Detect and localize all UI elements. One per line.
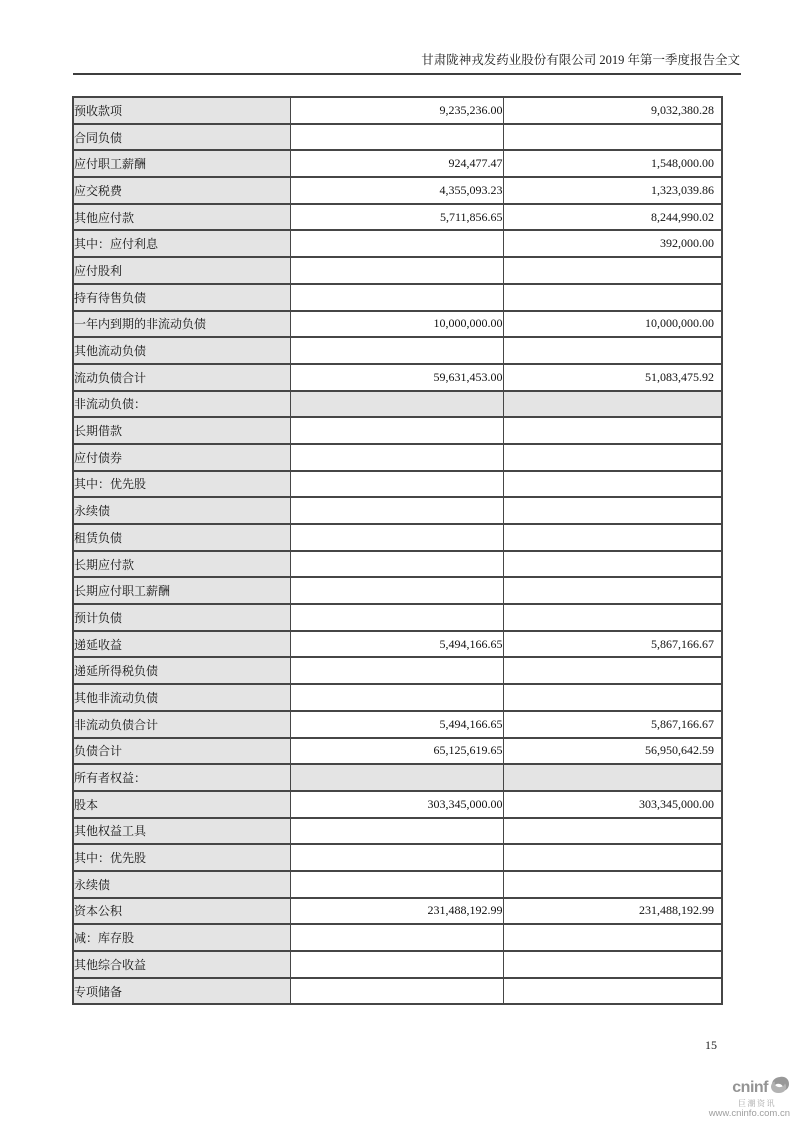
row-label: 流动负债合计	[73, 364, 290, 391]
table-row	[73, 738, 722, 765]
value-period-end	[290, 951, 503, 978]
cninfo-logo-top	[709, 1076, 790, 1099]
value-period-begin: 9,032,380.28	[503, 97, 722, 124]
value-period-begin	[503, 844, 722, 871]
value-period-end	[290, 471, 503, 498]
table-row	[73, 577, 722, 604]
value-period-begin: 56,950,642.59	[503, 738, 722, 765]
report-title: 甘肃陇神戎发药业股份有限公司 2019 年第一季度报告全文	[421, 53, 740, 67]
table-row	[73, 417, 722, 444]
value-period-begin	[503, 551, 722, 578]
balance-table-body	[73, 97, 722, 1004]
value-period-end: 4,355,093.23	[290, 177, 503, 204]
balance-sheet-table	[72, 96, 723, 1005]
cninfo-brand-text: cninf	[732, 1078, 768, 1096]
row-label: 其他非流动负债	[73, 684, 290, 711]
table-row	[73, 551, 722, 578]
value-period-end: 5,711,856.65	[290, 204, 503, 231]
row-label: 非流动负债合计	[73, 711, 290, 738]
table-row	[73, 524, 722, 551]
value-period-begin	[503, 257, 722, 284]
row-label: 其他流动负债	[73, 337, 290, 364]
value-period-begin: 51,083,475.92	[503, 364, 722, 391]
row-label: 专项储备	[73, 978, 290, 1005]
page-header	[73, 50, 741, 75]
value-period-end	[290, 337, 503, 364]
row-label: 其中：优先股	[73, 844, 290, 871]
table-row	[73, 150, 722, 177]
value-period-end: 5,494,166.65	[290, 711, 503, 738]
row-label: 其中：优先股	[73, 471, 290, 498]
row-label: 应付职工薪酬	[73, 150, 290, 177]
table-row	[73, 124, 722, 151]
row-label: 减：库存股	[73, 924, 290, 951]
table-row	[73, 497, 722, 524]
table-row	[73, 604, 722, 631]
value-period-begin: 5,867,166.67	[503, 631, 722, 658]
row-label: 所有者权益：	[73, 764, 290, 791]
value-period-end: 5,494,166.65	[290, 631, 503, 658]
row-label: 负债合计	[73, 738, 290, 765]
value-period-end	[290, 577, 503, 604]
value-period-end: 10,000,000.00	[290, 311, 503, 338]
row-label: 长期应付款	[73, 551, 290, 578]
table-row	[73, 951, 722, 978]
table-row	[73, 444, 722, 471]
value-period-begin	[503, 391, 722, 418]
row-label: 持有待售负债	[73, 284, 290, 311]
value-period-begin	[503, 577, 722, 604]
row-label: 永续债	[73, 497, 290, 524]
table-row	[73, 391, 722, 418]
value-period-begin: 392,000.00	[503, 230, 722, 257]
row-label: 预收款项	[73, 97, 290, 124]
table-row	[73, 684, 722, 711]
value-period-end: 924,477.47	[290, 150, 503, 177]
cninfo-url: www.cninfo.com.cn	[708, 1108, 790, 1120]
value-period-begin	[503, 284, 722, 311]
table-row	[73, 844, 722, 871]
table-row	[73, 97, 722, 124]
value-period-end: 303,345,000.00	[290, 791, 503, 818]
value-period-begin: 1,323,039.86	[503, 177, 722, 204]
row-label: 合同负债	[73, 124, 290, 151]
row-label: 应付股利	[73, 257, 290, 284]
table-row	[73, 284, 722, 311]
value-period-begin	[503, 497, 722, 524]
value-period-end	[290, 257, 503, 284]
row-label: 应付债券	[73, 444, 290, 471]
value-period-begin	[503, 818, 722, 845]
cninfo-swirl-icon	[770, 1076, 790, 1099]
value-period-begin	[503, 524, 722, 551]
table-row	[73, 257, 722, 284]
row-label: 永续债	[73, 871, 290, 898]
value-period-end	[290, 230, 503, 257]
value-period-end	[290, 764, 503, 791]
row-label: 资本公积	[73, 898, 290, 925]
value-period-begin	[503, 124, 722, 151]
value-period-end	[290, 417, 503, 444]
value-period-end: 9,235,236.00	[290, 97, 503, 124]
row-label: 租赁负债	[73, 524, 290, 551]
row-label: 长期应付职工薪酬	[73, 577, 290, 604]
value-period-begin	[503, 444, 722, 471]
row-label: 递延收益	[73, 631, 290, 658]
row-label: 其他权益工具	[73, 818, 290, 845]
value-period-begin	[503, 951, 722, 978]
table-row	[73, 657, 722, 684]
value-period-end	[290, 818, 503, 845]
value-period-begin: 5,867,166.67	[503, 711, 722, 738]
table-row	[73, 791, 722, 818]
value-period-end	[290, 684, 503, 711]
value-period-begin: 10,000,000.00	[503, 311, 722, 338]
cninfo-logo	[709, 1076, 790, 1120]
value-period-end	[290, 871, 503, 898]
row-label: 应交税费	[73, 177, 290, 204]
table-row	[73, 818, 722, 845]
value-period-end	[290, 551, 503, 578]
value-period-begin	[503, 337, 722, 364]
row-label: 递延所得税负债	[73, 657, 290, 684]
value-period-begin: 8,244,990.02	[503, 204, 722, 231]
value-period-end: 59,631,453.00	[290, 364, 503, 391]
table-row	[73, 177, 722, 204]
cninfo-chinese-name: 巨潮资讯	[738, 1098, 776, 1108]
table-row	[73, 204, 722, 231]
value-period-end	[290, 444, 503, 471]
table-row	[73, 337, 722, 364]
value-period-begin	[503, 657, 722, 684]
value-period-begin	[503, 924, 722, 951]
value-period-begin: 231,488,192.99	[503, 898, 722, 925]
value-period-begin	[503, 871, 722, 898]
page-number: 15	[705, 1038, 717, 1052]
value-period-end: 231,488,192.99	[290, 898, 503, 925]
table-row	[73, 924, 722, 951]
table-row	[73, 871, 722, 898]
row-label: 长期借款	[73, 417, 290, 444]
value-period-begin	[503, 764, 722, 791]
table-row	[73, 471, 722, 498]
row-label: 非流动负债：	[73, 391, 290, 418]
table-row	[73, 978, 722, 1005]
value-period-end	[290, 657, 503, 684]
value-period-end	[290, 497, 503, 524]
table-row	[73, 311, 722, 338]
value-period-end	[290, 978, 503, 1005]
value-period-begin: 1,548,000.00	[503, 150, 722, 177]
row-label: 股本	[73, 791, 290, 818]
value-period-begin	[503, 417, 722, 444]
value-period-begin	[503, 684, 722, 711]
row-label: 其他应付款	[73, 204, 290, 231]
value-period-end	[290, 924, 503, 951]
value-period-end	[290, 524, 503, 551]
row-label: 预计负债	[73, 604, 290, 631]
table-row	[73, 230, 722, 257]
table-row	[73, 898, 722, 925]
table-row	[73, 364, 722, 391]
value-period-end	[290, 391, 503, 418]
value-period-begin	[503, 471, 722, 498]
row-label: 其他综合收益	[73, 951, 290, 978]
value-period-begin: 303,345,000.00	[503, 791, 722, 818]
value-period-end	[290, 844, 503, 871]
row-label: 其中：应付利息	[73, 230, 290, 257]
table-row	[73, 631, 722, 658]
row-label: 一年内到期的非流动负债	[73, 311, 290, 338]
table-row	[73, 764, 722, 791]
value-period-begin	[503, 604, 722, 631]
value-period-end	[290, 284, 503, 311]
value-period-end: 65,125,619.65	[290, 738, 503, 765]
table-row	[73, 711, 722, 738]
value-period-begin	[503, 978, 722, 1005]
value-period-end	[290, 604, 503, 631]
value-period-end	[290, 124, 503, 151]
